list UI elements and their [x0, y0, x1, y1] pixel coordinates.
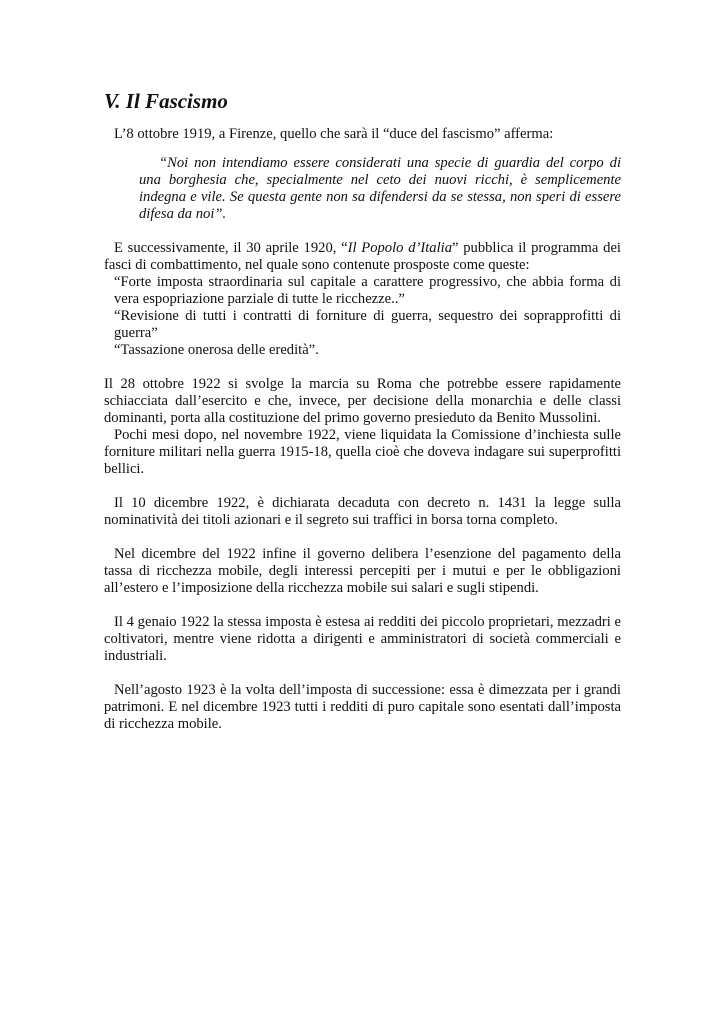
paragraph-inheritance-tax: Nell’agosto 1923 è la volta dell’imposta di successione: essa è dimezzata per i grandi patrimoni. E nel dicembre 1923 tutti i redditi di puro capitale sono esentati dall’imposta di ricchezza mobile.: [104, 682, 621, 732]
paragraph-decree: Il 10 dicembre 1922, è dichiarata decaduta con decreto n. 1431 la legge sulla nominatività dei titoli azionari e il segreto sui traffici in borsa torna completo.: [104, 495, 621, 528]
proposal-item: “Tassazione onerosa delle eredità”.: [114, 342, 319, 358]
program-text-before: E successivamente, il 30 aprile 1920, “: [114, 240, 348, 256]
document-page: [104, 88, 621, 733]
paragraph-program: [104, 240, 621, 274]
paragraph-tax-extension: Il 4 genaio 1922 la stessa imposta è estesa ai redditi dei piccolo proprietari, mezzadri e coltivatori, mentre viene ridotta a dirigenti e amministratori di società commerciali e industriali.: [104, 614, 621, 664]
paragraph-intro: L’8 ottobre 1919, a Firenze, quello che sarà il “duce del fascismo” afferma:: [114, 126, 554, 142]
paragraph-march-on-rome: Il 28 ottobre 1922 si svolge la marcia su Roma che potrebbe essere rapidamente schiacciata dall’esercito e che, invece, per decisione della monarchia e delle classi dominanti, porta alla costituzione del primo governo presieduto da Benito Mussolini.: [104, 376, 621, 426]
quotation: “Noi non intendiamo essere considerati una specie di guardia del corpo di una borghesia che, specialmente nel ceto dei nuovi ricchi, è semplicemente indegna e vile. Se questa gente non sa difendersi da se stessa, non speri di essere difesa da noi”.: [139, 155, 621, 222]
proposal-item: “Revisione di tutti i contratti di forniture di guerra, sequestro dei soprapprofitti di guerra”: [114, 308, 621, 341]
chapter-title: V. Il Fascismo: [104, 89, 228, 113]
paragraph-commission: Pochi mesi dopo, nel novembre 1922, viene liquidata la Comissione d’inchiesta sulle forniture militari nella guerra 1915-18, quella cioè che doveva indagare sui superprofitti bellici.: [104, 427, 621, 477]
journal-name: Il Popolo d’Italia: [347, 240, 452, 256]
program-section: [104, 240, 621, 359]
program-text-after: ” pubblica il programma dei fasci di combattimento, nel quale sono contenute prosposte come queste:: [104, 240, 621, 273]
paragraph-exemption: Nel dicembre del 1922 infine il governo delibera l’esenzione del pagamento della tassa di ricchezza mobile, degli interessi percepiti per i mutui e per le obbligazioni all’estero e l’imposizione della ricchezza mobile sui salari e sugli stipendi.: [104, 546, 621, 596]
proposal-item: “Forte imposta straordinaria sul capitale a carattere progressivo, che abbia forma di vera espopriazione parziale di tutte le ricchezze..”: [114, 274, 621, 307]
